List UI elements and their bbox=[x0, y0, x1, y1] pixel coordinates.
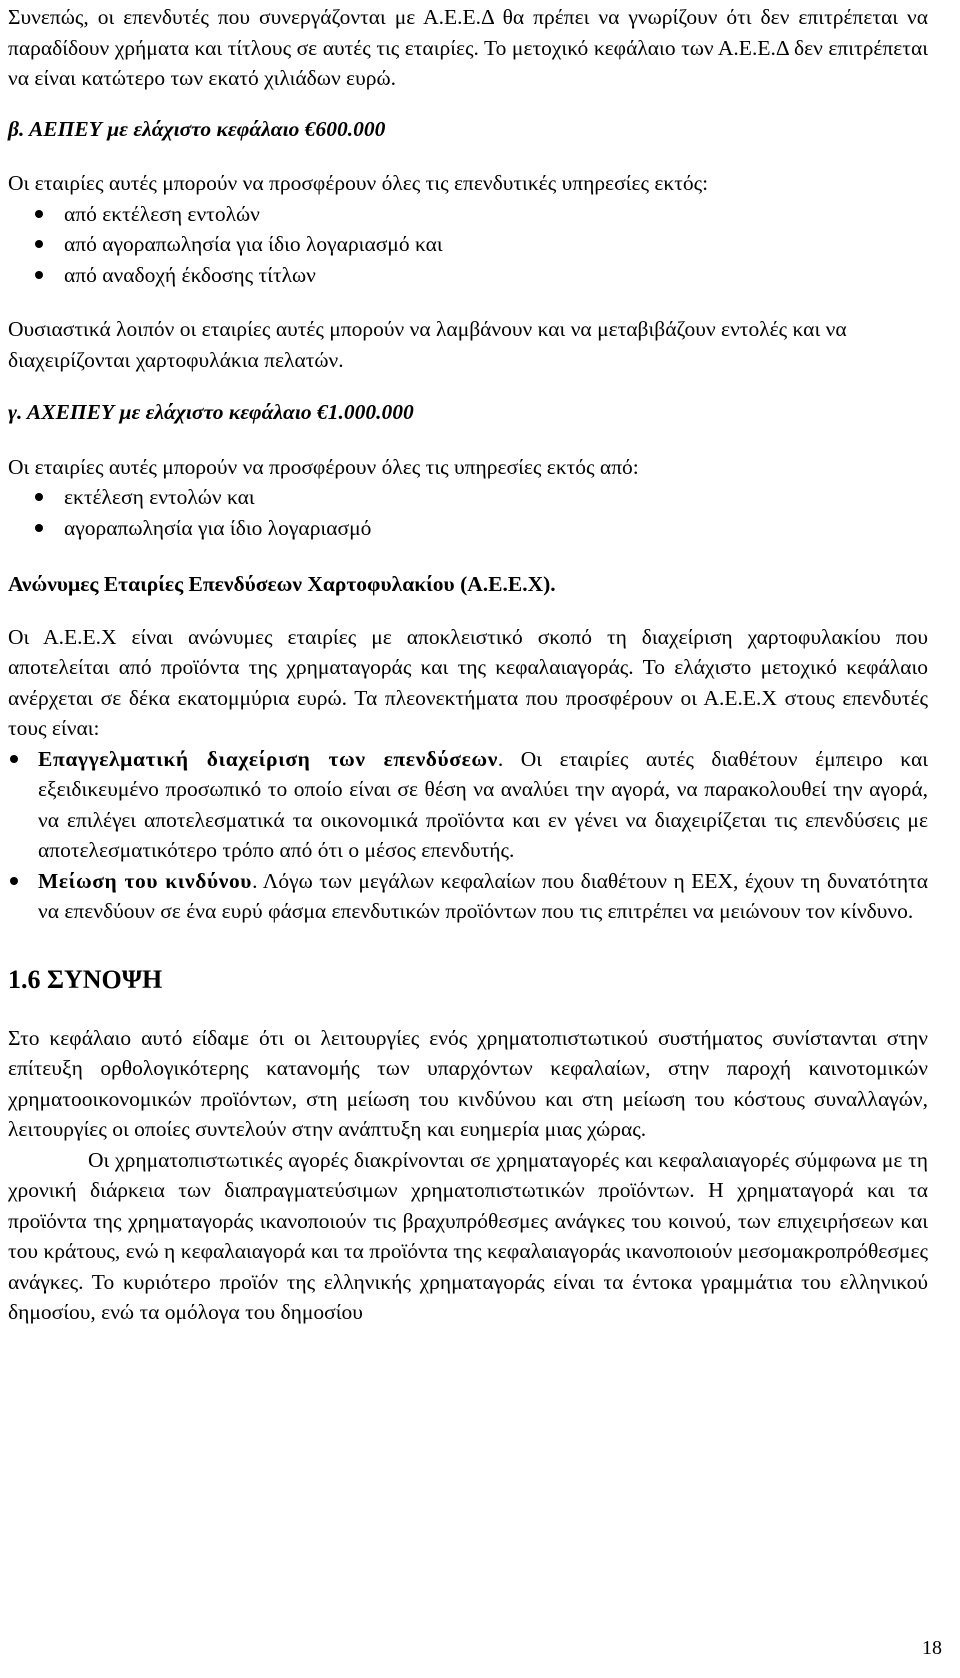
summary-paragraph-2: Οι χρηματοπιστωτικές αγορές διακρίνονται σε χρηματαγορές και κεφαλαιαγορές σύμφωνα με τη χρονική διάρκεια των διαπραγματεύσιμων χρηματοπιστωτικών προϊόντων. Η χρηματαγορά και τα προϊόντα της χρηματαγοράς ικανοποιούν τις βραχυπρόθεσμες ανάγκες του κοινού, των επιχειρήσεων και του κράτους, ενώ η κεφαλαιαγορά και τα προϊόντα της κεφαλαιαγοράς ικανοποιούν μεσομακροπρόθεσμες ανάγκες. Το κυριότερο προϊόν της ελληνικής χρηματαγοράς είναι τα έντοκα γραμμάτια του ελληνικού δημοσίου, ενώ τα ομόλογα του δημοσίου bbox=[8, 1147, 928, 1324]
list-item bbox=[8, 260, 928, 291]
bullet-text: αγοραπωλησία για ίδιο λογαριασμό bbox=[64, 515, 372, 540]
term-period: . bbox=[497, 746, 504, 771]
section-b-heading: β. ΑΕΠΕΥ με ελάχιστο κεφάλαιο €600.000 bbox=[8, 116, 386, 141]
section-summary-title: 1.6 ΣΥΝΟΨΗ bbox=[8, 964, 163, 994]
list-item bbox=[8, 199, 928, 230]
advantage-text: Λόγω των μεγάλων κεφαλαίων που διαθέτουν η ΕΕΧ, έχουν τη δυνατότητα να επενδύουν σε ένα ευρύ φάσμα επενδυτικών προϊόντων που τις επιτρέπει να μειώνουν τον κίνδυνο. bbox=[38, 868, 928, 923]
bullet-icon bbox=[10, 877, 18, 885]
section-aeex-heading: Ανώνυμες Εταιρίες Επενδύσεων Χαρτοφυλακίου (Α.Ε.Ε.Χ). bbox=[8, 572, 556, 596]
bullet-text: από εκτέλεση εντολών bbox=[64, 201, 260, 226]
list-item bbox=[8, 482, 928, 513]
list-item bbox=[8, 866, 928, 927]
bullet-text: από αγοραπωλησία για ίδιο λογαριασμό και bbox=[64, 232, 443, 256]
advantage-term: Επαγγελματική διαχείριση των επενδύσεων bbox=[38, 746, 498, 771]
bullet-icon bbox=[10, 755, 18, 763]
summary-paragraph-1: Στο κεφάλαιο αυτό είδαμε ότι οι λειτουργίες ενός χρηματοπιστωτικού συστήματος συνίστανται στην επίτευξη ορθολογικότερης κατανομής των υπαρχόντων κεφαλαίων, στην παροχή καινοτομικών χρηματοοικονομικών προϊόντων, στη μείωση του κινδύνου και στη μείωση του κόστους συναλλαγών, λειτουργίες οι οποίες συντελούν στην ανάπτυξη και ευημερία μιας χώρας. bbox=[8, 1025, 928, 1141]
list-item bbox=[8, 744, 928, 866]
advantage-term: Μείωση του κινδύνου bbox=[38, 868, 253, 893]
section-c-lead: Οι εταιρίες αυτές μπορούν να προσφέρουν όλες τις υπηρεσίες εκτός από: bbox=[8, 454, 639, 479]
section-c-bullet-list bbox=[8, 482, 928, 543]
bullet-text: εκτέλεση εντολών και bbox=[64, 485, 255, 509]
page-content bbox=[8, 0, 928, 1328]
section-b-lead: Οι εταιρίες αυτές μπορούν να προσφέρουν όλες τις επενδυτικές υπηρεσίες εκτός: bbox=[8, 171, 709, 195]
page-number: 18 bbox=[922, 1637, 942, 1659]
bullet-text: από αναδοχή έκδοσης τίτλων bbox=[64, 262, 316, 287]
list-item bbox=[8, 229, 928, 260]
bullet-icon bbox=[35, 210, 43, 218]
section-c-heading: γ. ΑΧΕΠΕΥ με ελάχιστο κεφάλαιο €1.000.000 bbox=[8, 400, 414, 424]
section-b-bullet-list bbox=[8, 199, 928, 291]
bullet-icon bbox=[35, 493, 43, 501]
bullet-icon bbox=[35, 240, 43, 248]
advantage-text: Οι εταιρίες αυτές διαθέτουν έμπειρο και εξειδικευμένο προσωπικό το οποίο είναι σε θέση να αναλύει την αγορά, να παρακολουθεί την αγορά, να επιλέγει αποτελεσματικά τα οικονομικά προϊόντα και εν γένει να διαχειρίζεται τις επενδύσεις με αποτελεσματικότερο τρόπο από ότι ο μέσος επενδυτής. bbox=[38, 746, 929, 862]
bullet-icon bbox=[35, 271, 43, 279]
term-period: . bbox=[252, 868, 258, 893]
intro-paragraph: Συνεπώς, οι επενδυτές που συνεργάζονται με Α.Ε.Ε.Δ θα πρέπει να γνωρίζουν ότι δεν επιτρέπεται να παραδίδουν χρήματα και τίτλους σε αυτές τις εταιρίες. Το μετοχικό κεφάλαιο των Α.Ε.Ε.Δ δεν επιτρέπεται να είναι κατώτερο των εκατό χιλιάδων ευρώ. bbox=[8, 5, 928, 90]
advantages-list bbox=[8, 744, 928, 927]
list-item bbox=[8, 513, 928, 544]
section-aeex-body: Οι Α.Ε.Ε.Χ είναι ανώνυμες εταιρίες με αποκλειστικό σκοπό τη διαχείριση χαρτοφυλακίου που αποτελείται από προϊόντα της χρηματαγοράς και της κεφαλαιαγοράς. Το ελάχιστο μετοχικό κεφάλαιο ανέρχεται σε δέκα εκατομμύρια ευρώ. Τα πλεονεκτήματα που προσφέρουν οι Α.Ε.Ε.Χ στους επενδυτές τους είναι: bbox=[8, 624, 928, 740]
bullet-icon bbox=[35, 524, 43, 532]
section-b-summary: Ουσιαστικά λοιπόν οι εταιρίες αυτές μπορούν να λαμβάνουν και να μεταβιβάζουν εντολές και να διαχειρίζονται χαρτοφυλάκια πελατών. bbox=[8, 317, 847, 372]
